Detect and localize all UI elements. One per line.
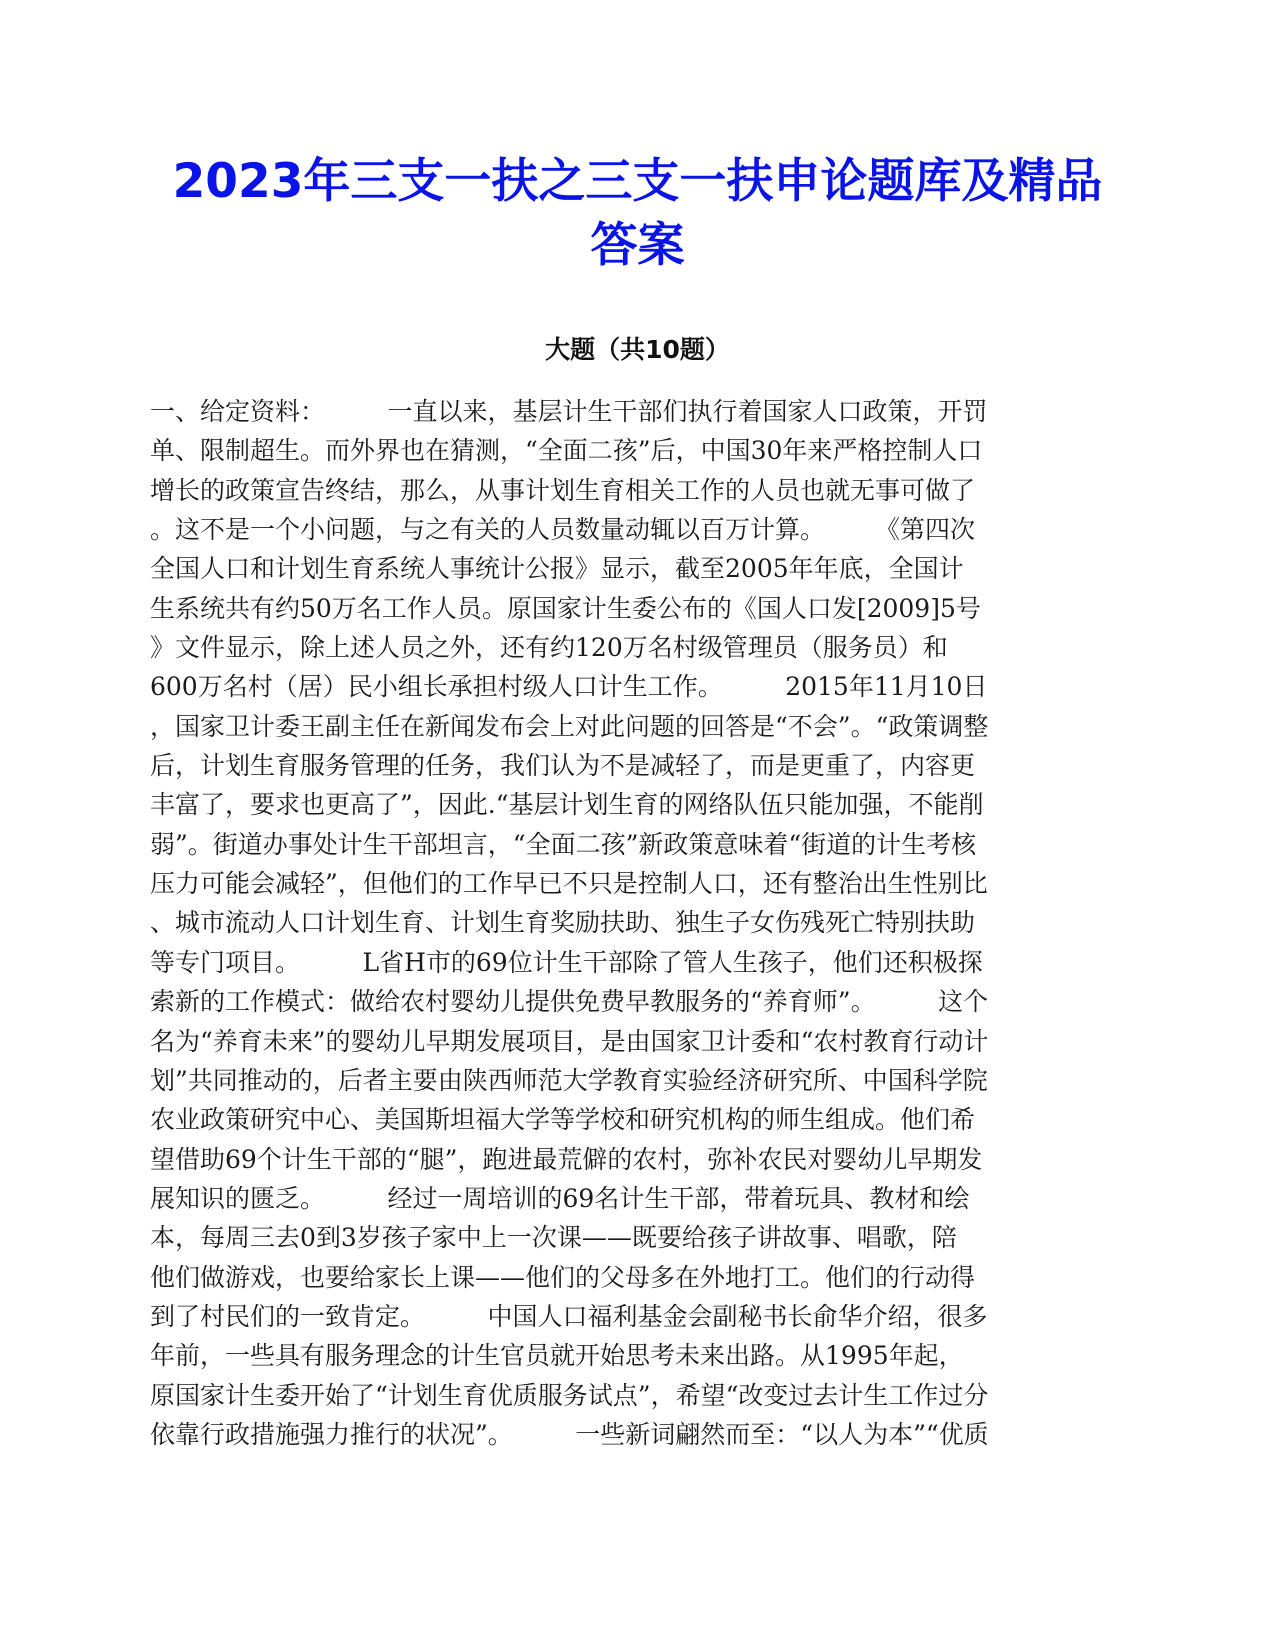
body-line: 单、限制超生。而外界也在猜测，“全面二孩”后，中国30年来严格控制人口 — [150, 436, 983, 466]
body-line: 索新的工作模式：做给农村婴幼儿提供免费早教服务的“养育师”。 这个 — [150, 987, 989, 1017]
body-line: 展知识的匮乏。 经过一周培训的69名计生干部，带着玩具、教材和绘 — [150, 1183, 970, 1213]
body-line: ，国家卫计委王副主任在新闻发布会上对此问题的回答是“不会”。“政策调整 — [150, 711, 989, 741]
body-text — [150, 392, 1130, 1454]
body-line: 望借助69个计生干部的“腿”，跑进最荒僻的农村，弥补农民对婴幼儿早期发 — [150, 1144, 983, 1174]
body-line: 农业政策研究中心、美国斯坦福大学等学校和研究机构的师生组成。他们希 — [150, 1105, 976, 1135]
body-line: 一、给定资料： 一直以来，基层计生干部们执行着国家人口政策，开罚 — [150, 397, 988, 426]
body-line: 增长的政策宣告终结，那么，从事计划生育相关工作的人员也就无事可做了 — [150, 475, 976, 505]
body-line: 划”共同推动的，后者主要由陕西师范大学教育实验经济研究所、中国科学院 — [150, 1065, 988, 1095]
body-line: 压力可能会减轻”，但他们的工作早已不只是控制人口，还有整治出生性别比 — [150, 869, 988, 899]
body-line: 本，每周三去0到3岁孩子家中上一次课——既要给孩子讲故事、唱歌，陪 — [150, 1223, 957, 1253]
document-title — [120, 150, 1155, 278]
section-heading: 大题（共10题） — [545, 335, 730, 364]
document-title-line-2: 答案 — [590, 218, 685, 273]
body-line: 、城市流动人口计划生育、计划生育奖励扶助、独生子女伤残死亡特别扶助 — [150, 908, 976, 938]
body-line: 弱”。街道办事处计生干部坦言，“全面二孩”新政策意味着“街道的计生考核 — [150, 829, 977, 859]
body-line: 年前，一些具有服务理念的计生官员就开始思考未来出路。从1995年起， — [150, 1341, 964, 1371]
body-line: 原国家计生委开始了“计划生育优质服务试点”，希望“改变过去计生工作过分 — [150, 1380, 989, 1410]
document-title-line-1: 2023年三支一扶之三支一扶申论题库及精品 — [172, 154, 1103, 209]
body-line: 到了村民们的一致肯定。 中国人口福利基金会副秘书长俞华介绍，很多 — [150, 1301, 988, 1331]
body-line: 依靠行政措施强力推行的状况”。 一些新词翩然而至：“以人为本”“优质 — [150, 1419, 989, 1449]
body-line: 全国人口和计划生育系统人事统计公报》显示，截至2005年年底，全国计 — [150, 554, 964, 584]
body-line: 他们做游戏，也要给家长上课——他们的父母多在外地打工。他们的行动得 — [150, 1262, 976, 1292]
body-line: 等专门项目。 L省H市的69位计生干部除了管人生孩子，他们还积极探 — [150, 947, 983, 977]
body-line: 丰富了，要求也更高了”，因此.“基层计划生育的网络队伍只能加强，不能削 — [150, 790, 984, 820]
body-line: 生系统共有约50万名工作人员。原国家计生委公布的《国人口发[2009]5号 — [150, 593, 981, 623]
body-line: 。这不是一个小问题，与之有关的人员数量动辄以百万计算。 《第四次 — [150, 515, 976, 545]
body-line: 600万名村（居）民小组长承担村级人口计生工作。 2015年11月10日 — [150, 672, 988, 702]
body-line: 后，计划生育服务管理的任务，我们认为不是减轻了，而是更重了，内容更 — [150, 751, 976, 781]
body-line: 》文件显示，除上述人员之外，还有约120万名村级管理员（服务员）和 — [150, 633, 948, 663]
body-line: 名为“养育未来”的婴幼儿早期发展项目，是由国家卫计委和“农村教育行动计 — [150, 1026, 989, 1056]
